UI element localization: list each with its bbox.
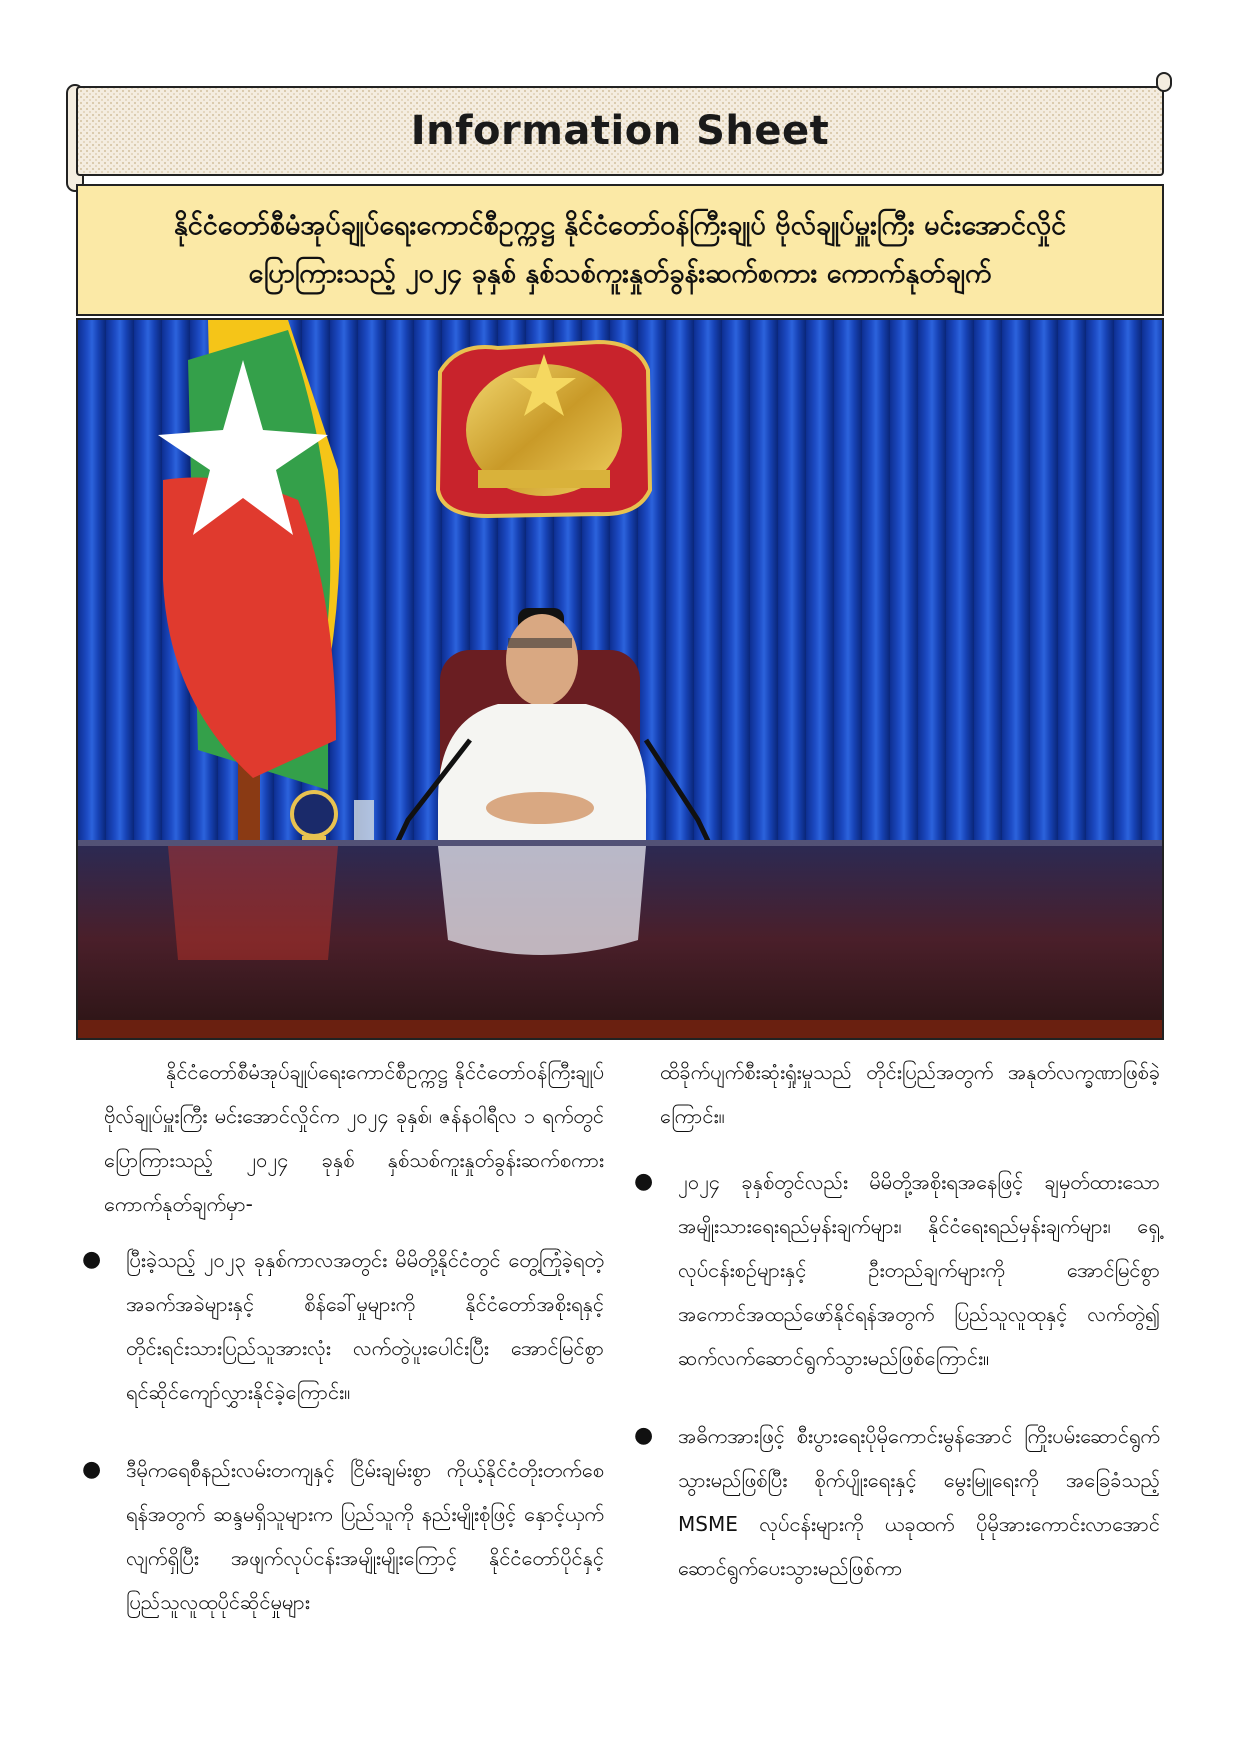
desk-globe <box>292 792 336 846</box>
flag <box>158 320 340 790</box>
state-emblem <box>438 342 650 516</box>
headline-line-2: ပြောကြားသည့် ၂၀၂၄ ခုနှစ် နှစ်သစ်ကူးနှုတ်ခွန်းဆက်စကား ကောက်နုတ်ချက် <box>248 258 992 289</box>
headline-line-1: နိုင်ငံတော်စီမံအုပ်ချုပ်ရေးကောင်စီဥက္ကဋ္ဌ နိုင်ငံတော်ဝန်ကြီးချုပ် ဗိုလ်ချုပ်မှူးကြီး မင်းအောင်လှိုင် <box>173 210 1067 241</box>
continued-paragraph: ထိခိုက်ပျက်စီးဆုံးရှုံးမှုသည် တိုင်းပြည်အတွက် အနုတ်လက္ခဏာဖြစ်ခဲ့ကြောင်း။ <box>660 1060 1160 1128</box>
bullet-dot: ● <box>82 1247 102 1272</box>
left-column <box>82 1050 604 1658</box>
list-item <box>634 1160 1160 1380</box>
photo <box>76 318 1164 1040</box>
intro-paragraph: နိုင်ငံတော်စီမံအုပ်ချုပ်ရေးကောင်စီဥက္ကဋ္ဌ နိုင်ငံတော်ဝန်ကြီးချုပ် ဗိုလ်ချုပ်မှူးကြီး မင်းအောင်လှိုင်က ၂၀၂၄ ခုနှစ်၊ ဇန်နဝါရီလ ၁ ရက်တွင် ပြောကြားသည့် ၂၀၂၄ ခုနှစ် နှစ်သစ်ကူးနှုတ်ခွန်းဆက်စကား ကောက်နုတ်ချက်မှာ- <box>104 1060 604 1216</box>
list-item <box>82 1238 604 1414</box>
bullet-text: ဒီမိုကရေစီနည်းလမ်းတကျနှင့် ငြိမ်းချမ်းစွာ ကိုယ့်နိုင်ငံတိုးတက်စေရန်အတွက် ဆန္ဒမရှိသူများက ပြည်သူကို နည်းမျိုးစုံဖြင့် နှောင့်ယှက်လျက်ရှိပြီး အဖျက်လုပ်ငန်းအမျိုးမျိုးကြောင့် နိုင်ငံတော်ပိုင်နှင့် ပြည်သူလူထုပိုင်ဆိုင်မှုများ <box>126 1458 604 1614</box>
person <box>438 608 646 840</box>
photo-illustration <box>78 320 1162 1038</box>
list-item <box>82 1448 604 1624</box>
scroll-curl-right <box>1156 72 1172 92</box>
right-column <box>634 1050 1160 1624</box>
pen-holder <box>354 800 374 844</box>
headline-box <box>76 184 1164 316</box>
page-title: Information Sheet <box>410 108 830 154</box>
bullet-dot: ● <box>634 1169 654 1194</box>
list-item <box>634 1414 1160 1590</box>
bullet-dot: ● <box>634 1423 654 1448</box>
bullet-dot: ● <box>82 1457 102 1482</box>
bullet-text: ၂၀၂၄ ခုနှစ်တွင်လည်း မိမိတို့အစိုးရအနေဖြင့် ချမှတ်ထားသော အမျိုးသားရေးရည်မှန်းချက်များ၊ နိုင်ငံရေးရည်မှန်းချက်များ၊ ရှေ့လုပ်ငန်းစဉ်များနှင့် ဦးတည်ချက်များကို အောင်မြင်စွာအကောင်အထည်ဖော်နိုင်ရန်အတွက် ပြည်သူလူထုနှင့် လက်တွဲ၍ ဆက်လက်ဆောင်ရွက်သွားမည်ဖြစ်ကြောင်း။ <box>678 1170 1160 1370</box>
title-banner <box>76 86 1164 176</box>
bullet-text: ပြီးခဲ့သည့် ၂၀၂၃ ခုနှစ်ကာလအတွင်း မိမိတို့နိုင်ငံတွင် တွေ့ကြုံခဲ့ရတဲ့ အခက်အခဲများနှင့် စိန်ခေါ်မှုများကို နိုင်ငံတော်အစိုးရနှင့် တိုင်းရင်းသားပြည်သူအားလုံး လက်တွဲပူးပေါင်းပြီး အောင်မြင်စွာရင်ဆိုင်ကျော်လွှားနိုင်ခဲ့ကြောင်း။ <box>126 1248 604 1404</box>
table-reflection <box>438 846 646 955</box>
bullet-text: အဓိကအားဖြင့် စီးပွားရေးပိုမိုကောင်းမွန်အောင် ကြိုးပမ်းဆောင်ရွက်သွားမည်ဖြစ်ပြီး စိုက်ပျိုးရေးနှင့် မွေးမြူရေးကို အခြေခံသည့် MSME လုပ်ငန်းများကို ယခုထက် ပိုမိုအားကောင်းလာအောင် ဆောင်ရွက်ပေးသွားမည်ဖြစ်ကာ <box>678 1424 1160 1580</box>
